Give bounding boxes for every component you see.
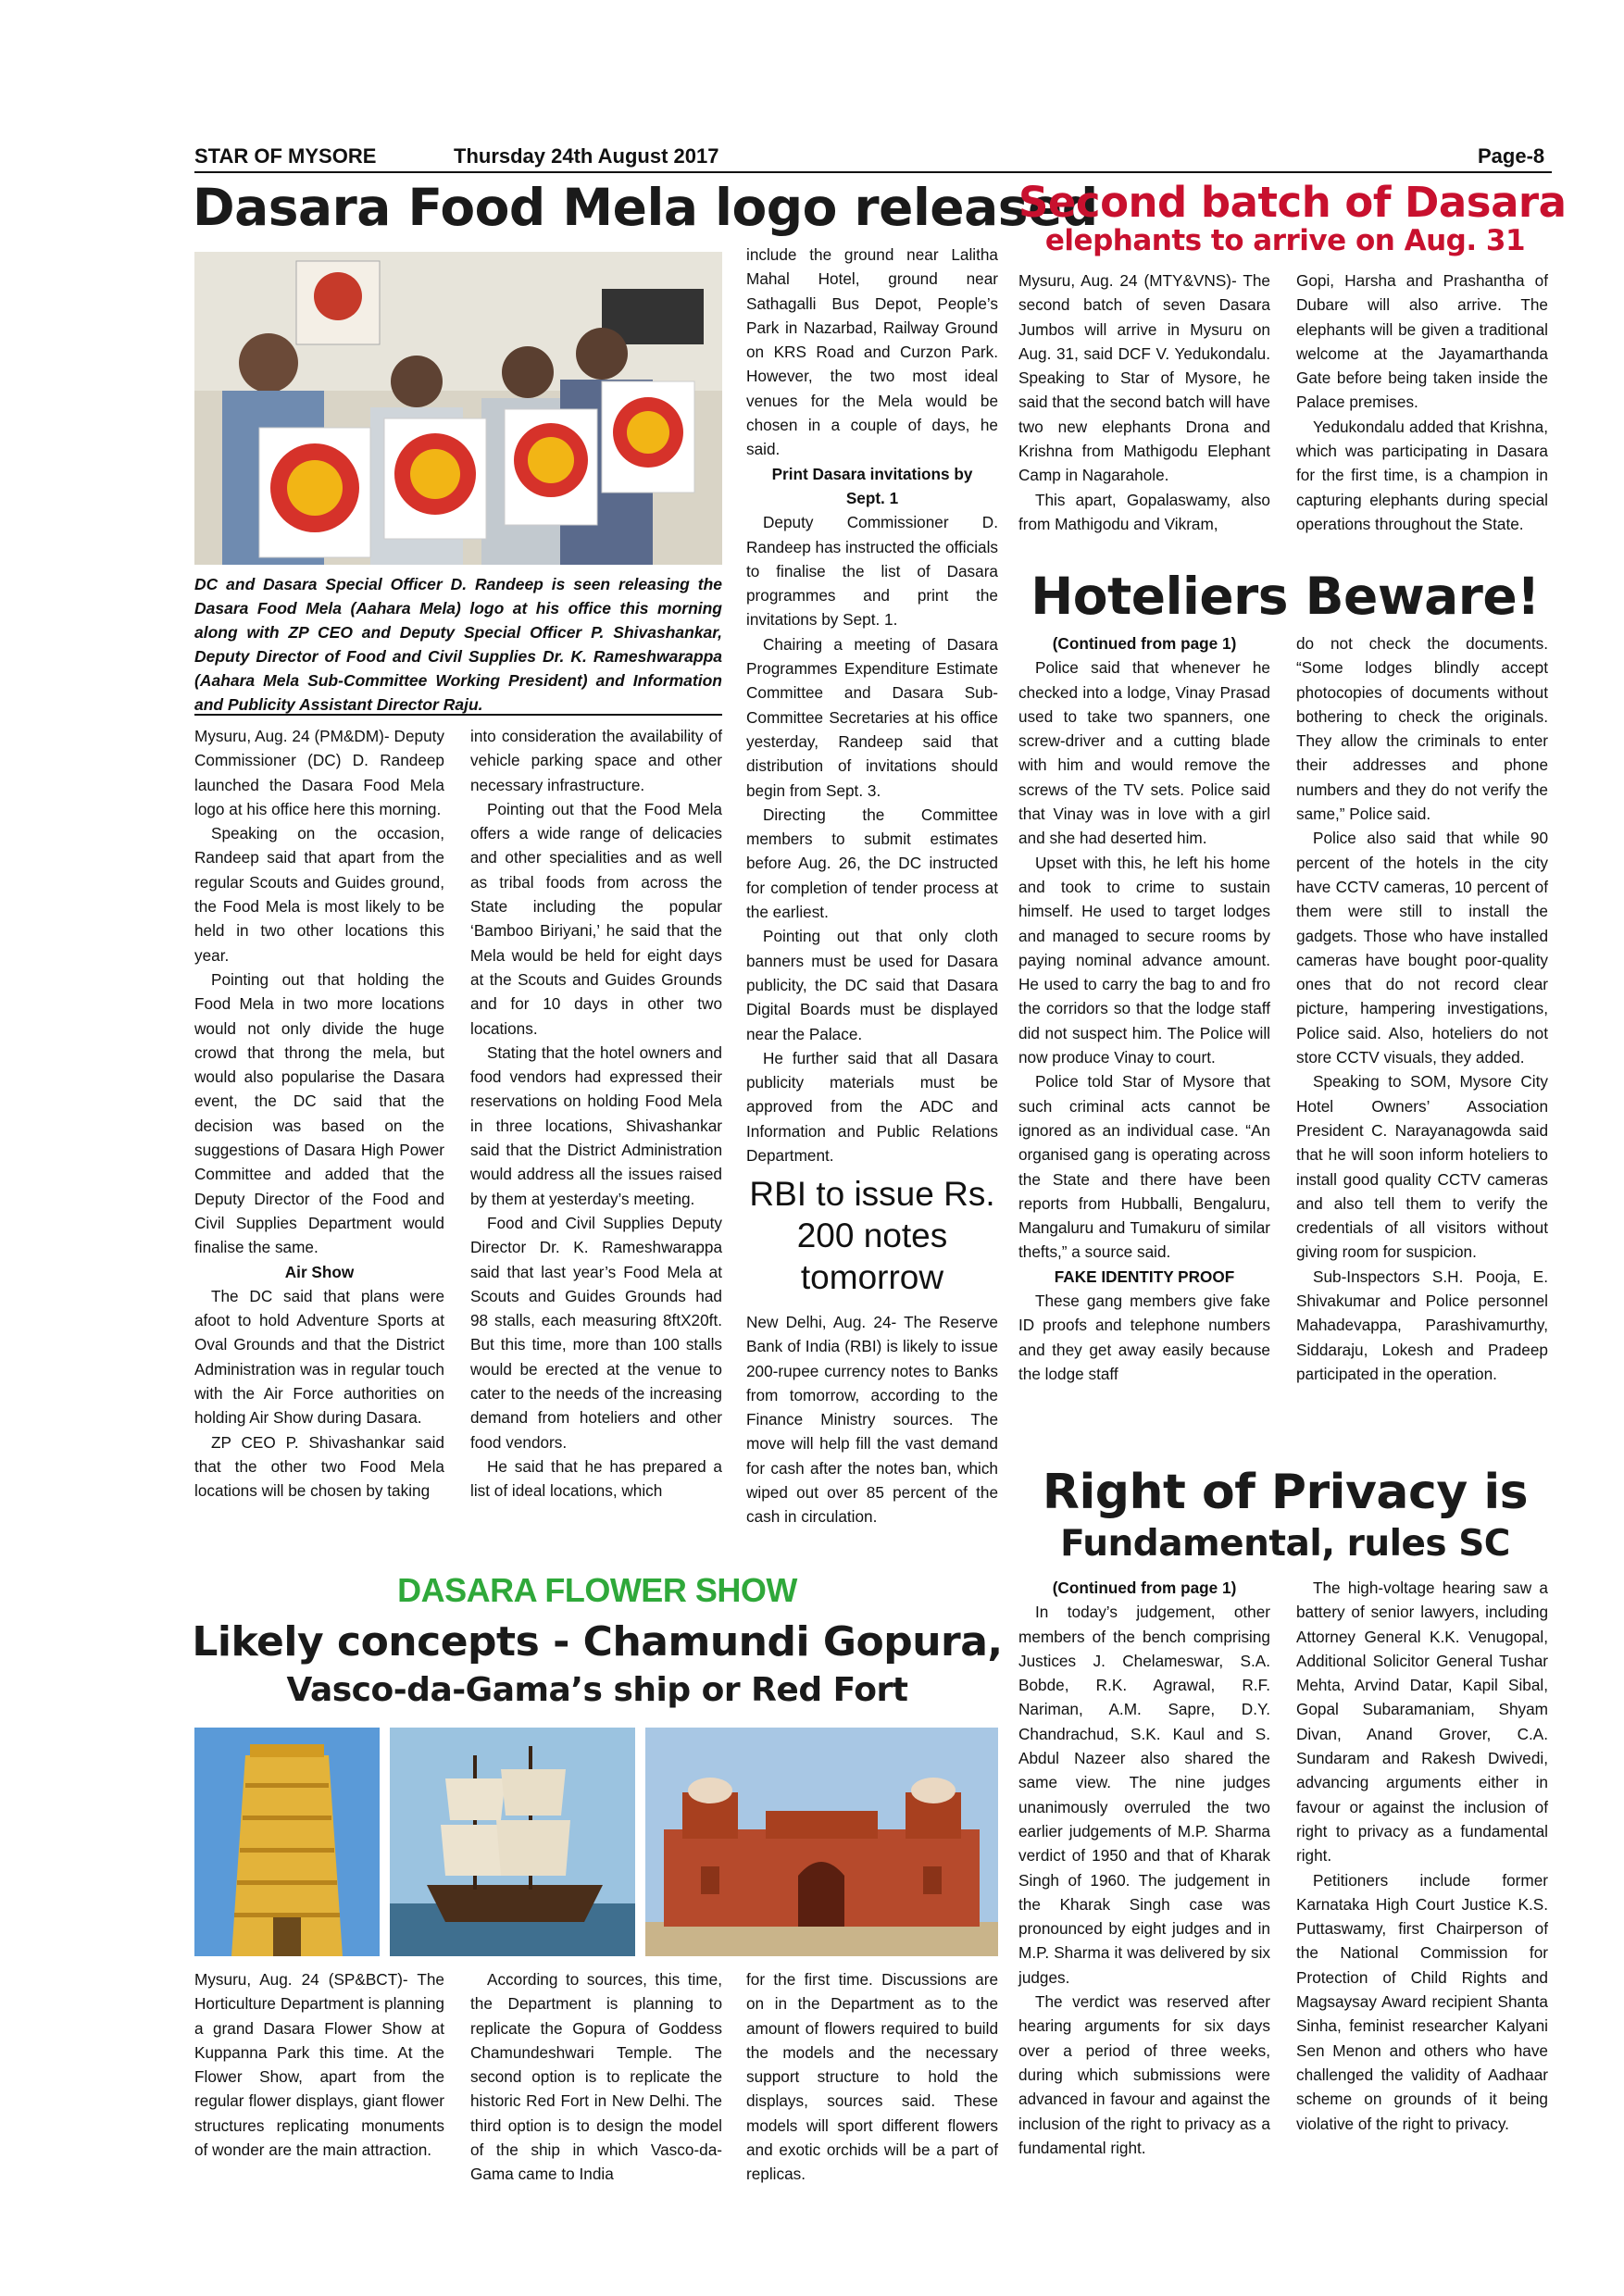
paragraph: Speaking to SOM, Mysore City Hotel Owners’ Association President C. Narayanagowda said that he will soon inform hoteliers to install good quality CCTV cameras and also tell them to verify the credentials of all visitors without giving room for suspicion. [1296, 1072, 1548, 1262]
ship-photo [390, 1728, 635, 1956]
paragraph: He said that he has prepared a list of ideal locations, which [470, 1456, 722, 1501]
paragraph: Sub-Inspectors S.H. Pooja, E. Shivakumar and Police personnel Mahadevappa, Parashivamurthy, Siddaraju, Lokesh and Pradeep participated in the operation. [1296, 1267, 1548, 1383]
masthead-date: Thursday 24th August 2017 [454, 144, 719, 168]
rbi-headline: RBI to issue Rs. 200 notes tomorrow [749, 1175, 995, 1296]
paragraph: Gopi, Harsha and Prashantha of Dubare will also arrive. The elephants will be given a traditional welcome at the Jayamarthanda Gate before being taken inside the Palace premises. [1296, 271, 1548, 412]
paragraph: Police told Star of Mysore that such criminal acts cannot be ignored as an individual case. “An organised gang is operating across the State and there have been reports from Hubballi, Bengaluru, Mangaluru and Tumakuru of similar thefts,” a source said. [1018, 1072, 1270, 1262]
hoteliers-headline: Hoteliers Beware! [1031, 567, 1540, 626]
privacy-col2 [1296, 1576, 1548, 2136]
elephants-col1 [1018, 268, 1270, 536]
masthead-rule [194, 171, 1552, 173]
paragraph: Pointing out that the Food Mela offers a wide range of delicacies and other specialities and as well as tribal foods from across the State including the popular ‘Bamboo Biriyani,’ he said that the Mela would be held for eight days at the Scouts and Guides Grounds and for 10 days in other two locations. [470, 799, 722, 1038]
paragraph: Pointing out that only cloth banners must be used for Dasara publicity, the DC said that Dasara Digital Boards must be displayed near the Palace. [746, 927, 998, 1043]
paragraph: According to sources, this time, the Department is planning to replicate the Gopura of Goddess Chamundeshwari Temple. The second option is to replicate the historic Red Fort in New Delhi. The third option is to design the model of the ship in which Vasco-da-Gama came to India [470, 1970, 722, 2184]
gopura-photo [194, 1728, 380, 1956]
paragraph: In today’s judgement, other members of the bench comprising Justices J. Chelameswar, S.A. Bobde, R.K. Agrawal, R.F. Nariman, A.M. Sapre, D.Y. Chandrachud, S.K. Kaul and S. Abdul Nazeer also shared the same view. The nine judges unanimously overruled the two earlier judgements of M.P. Sharma verdict of 1950 and that of Kharak Singh of 1960. The judgement in the Kharak Singh case was pronounced by eight judges and in M.P. Sharma it was delivered by six judges. [1018, 1603, 1270, 1987]
caption-rule [194, 714, 722, 716]
elephants-headline-1: Second batch of Dasara [1018, 178, 1567, 227]
paragraph: Stating that the hotel owners and food vendors had expressed their reservations on holding Food Mela in three locations, Shivashankar said that the District Administration would address all the issues raised by them at yesterday’s meeting. [470, 1042, 722, 1208]
red-fort-photo [645, 1728, 998, 1956]
paragraph: Mysuru, Aug. 24 (MTY&VNS)- The second batch of seven Dasara Jumbos will arrive in Mysuru on Aug. 31, said DCF V. Yedukondalu. Speaking to Star of Mysore, he said that the second batch will have two new elephants Drona and Krishna from Mathigodu Elephant Camp in Nagarahole. [1018, 271, 1270, 485]
paragraph: Police also said that while 90 percent of the hotels in the city have CCTV cameras, 10 percent of them were still to install the gadgets. Those who have installed cameras have bought poor-quality ones that do not record clear picture, hampering investigations, Police said. Also, hoteliers do not store CCTV visuals, they added. [1296, 829, 1548, 1067]
paragraph: Mysuru, Aug. 24 (PM&DM)- Deputy Commissioner (DC) D. Randeep launched the Dasara Food Mela logo at his office here this morning. [194, 727, 444, 818]
flower-col3 [746, 1967, 998, 2187]
continued-note: (Continued from page 1) [1052, 634, 1237, 653]
paragraph: Food and Civil Supplies Deputy Director Dr. K. Rameshwarappa said that last year’s Food Mela at Scouts and Guides Grounds had 98 stalls, each measuring 8ftX20ft. But this time, more than 100 stalls would be erected at the venue to cater to the needs of the increasing demand from hoteliers and other food vendors. [470, 1213, 722, 1452]
paragraph: Mysuru, Aug. 24 (SP&BCT)- The Horticulture Department is planning a grand Dasara Flower Show at Kuppanna Park this time. At the Flower Show, apart from the regular flower displays, giant flower structures replicating monuments of wonder are the main attraction. [194, 1970, 444, 2160]
rbi-body [746, 1310, 998, 1529]
subhead-fake-identity: FAKE IDENTITY PROOF [1054, 1267, 1235, 1286]
masthead-paper: STAR OF MYSORE [194, 144, 377, 168]
privacy-headline-1: Right of Privacy is [1042, 1465, 1529, 1520]
paragraph: The high-voltage hearing saw a battery of senior lawyers, including Attorney General K.K. Venugopal, Additional Solicitor General Tushar Mehta, Arvind Datar, Kapil Sibal, Gopal Subaramaniam, Shyam Divan, Anand Grover, C.A. Sundaram and Rakesh Dwivedi, advancing arguments either in favour or against the inclusion of right to privacy as a fundamental right. [1296, 1578, 1548, 1866]
food-mela-col1 [194, 724, 444, 1504]
food-mela-col2 [470, 724, 722, 1504]
masthead-page: Page-8 [1478, 144, 1545, 168]
flower-col1 [194, 1967, 444, 2162]
elephants-headline-2: elephants to arrive on Aug. 31 [1044, 224, 1526, 257]
paragraph: Chairing a meeting of Dasara Programmes Expenditure Estimate Committee and Dasara Sub-Committee Secretaries at his office yesterday, Randeep said that distribution of invitations should begin from Sept. 3. [746, 634, 998, 800]
paragraph: Speaking on the occasion, Randeep said that apart from the regular Scouts and Guides ground, the Food Mela is most likely to be held in two other locations this year. [194, 824, 444, 965]
privacy-col1 [1018, 1576, 1270, 2160]
paragraph: for the first time. Discussions are on in the Department as to the amount of flowers required to build the models and the necessary support structure to hold the displays, sources said. These models will sport different flowers and exotic orchids will be a part of replicas. [746, 1970, 998, 2184]
food-mela-headline: Dasara Food Mela logo released [193, 178, 1098, 237]
food-mela-col3 [746, 243, 998, 1167]
flower-headline-1: Likely concepts - Chamundi Gopura, [192, 1618, 1003, 1666]
subhead-air-show: Air Show [284, 1262, 355, 1281]
continued-note: (Continued from page 1) [1052, 1578, 1237, 1597]
hoteliers-col1 [1018, 631, 1270, 1386]
paragraph: Petitioners include former Karnataka High Court Justice K.S. Puttaswamy, first Chairperson of the National Commission for Protection of Child Rights and Magsaysay Award recipient Shanta Sinha, feminist researcher Kalyani Sen Menon and others who have challenged the validity of Aadhaar scheme on grounds of it being violative of the right to privacy. [1296, 1870, 1548, 2133]
elephants-col2 [1296, 268, 1548, 536]
hoteliers-col2 [1296, 631, 1548, 1386]
paragraph: include the ground near Lalitha Mahal Hotel, ground near Sathagalli Bus Depot, People’s Park in Nazarbad, Railway Ground on KRS Road and Curzon Park. However, the two most ideal venues for the Mela would be chosen in a couple of days, he said. [746, 245, 998, 459]
subhead-print-invitations: Print Dasara invitations by Sept. 1 [771, 464, 973, 507]
paragraph: These gang members give fake ID proofs and telephone numbers and they get away easily because the lodge staff [1018, 1292, 1270, 1383]
food-mela-caption: DC and Dasara Special Officer D. Randeep is seen releasing the Dasara Food Mela (Aahara Mela) logo at his office this morning along with ZP CEO and Deputy Special Officer P. Shivashankar, Deputy Director of Food and Civil Supplies Dr. K. Rameshwarappa (Aahara Mela Sub-Committee Working President) and Information and Publicity Assistant Director Raju. [194, 575, 722, 714]
paragraph: This apart, Gopalaswamy, also from Mathigodu and Vikram, [1018, 490, 1270, 533]
paragraph: do not check the documents. “Some lodges blindly accept photocopies of documents without bothering to check the originals. They allow the criminals to enter their addresses and phone numbers and they do not verify the same,” Police said. [1296, 634, 1548, 824]
paragraph: Directing the Committee members to submit estimates before Aug. 26, the DC instructed for completion of tender process at the earliest. [746, 805, 998, 922]
flower-headline-2: Vasco-da-Gama’s ship or Red Fort [286, 1671, 908, 1709]
paragraph: Yedukondalu added that Krishna, which was participating in Dasara for the first time, is a champion in capturing elephants during special operations throughout the State. [1296, 417, 1548, 533]
paragraph: Police said that whenever he checked into a lodge, Vinay Prasad used to take two spanners, one screw-driver and a cutting blade with him and would remove the screws of the TV sets. Police said that Vinay was in love with a girl and she had deserted him. [1018, 658, 1270, 848]
flower-kicker: DASARA FLOWER SHOW [397, 1571, 797, 1609]
paragraph: The verdict was reserved after hearing arguments for six days over a period of three weeks, during which submissions were advanced in favour and against the inclusion of the right to privacy as a fundamental right. [1018, 1992, 1270, 2157]
paragraph: into consideration the availability of vehicle parking space and other necessary infrastructure. [470, 727, 722, 794]
paragraph: The DC said that plans were afoot to hold Adventure Sports at Oval Grounds and that the District Administration was in regular touch with the Air Force authorities on holding Air Show during Dasara. [194, 1286, 444, 1428]
paragraph: New Delhi, Aug. 24- The Reserve Bank of India (RBI) is likely to issue 200-rupee currency notes to Banks from tomorrow, according to the Finance Ministry sources. The move will help fill the vast demand for cash after the notes ban, which wiped out over 85 percent of the cash in circulation. [746, 1313, 998, 1527]
food-mela-photo [194, 252, 722, 565]
flower-col2 [470, 1967, 722, 2187]
paragraph: Upset with this, he left his home and took to crime to sustain himself. He used to target lodges and managed to secure rooms by paying nominal advance amount. He used to carry the bag to and fro the corridors so that the lodge staff did not suspect him. The Police will now produce Vinay to court. [1018, 853, 1270, 1067]
paragraph: ZP CEO P. Shivashankar said that the other two Food Mela locations will be chosen by taking [194, 1432, 444, 1501]
privacy-headline-2: Fundamental, rules SC [1060, 1523, 1510, 1565]
paragraph: Pointing out that holding the Food Mela in two more locations would not only divide the huge crowd that throng the mela, but would also popularise the Dasara event, the DC said that the decision was based on the suggestions of Dasara High Power Committee and added that the Deputy Director of the Food and Civil Supplies Department would finalise the same. [194, 969, 444, 1257]
paragraph: Deputy Commissioner D. Randeep has instructed the officials to finalise the list of Dasara programmes and print the invitations by Sept. 1. [746, 513, 998, 630]
paragraph: He further said that all Dasara publicity materials must be approved from the ADC and Information and Public Relations Department. [746, 1048, 998, 1165]
